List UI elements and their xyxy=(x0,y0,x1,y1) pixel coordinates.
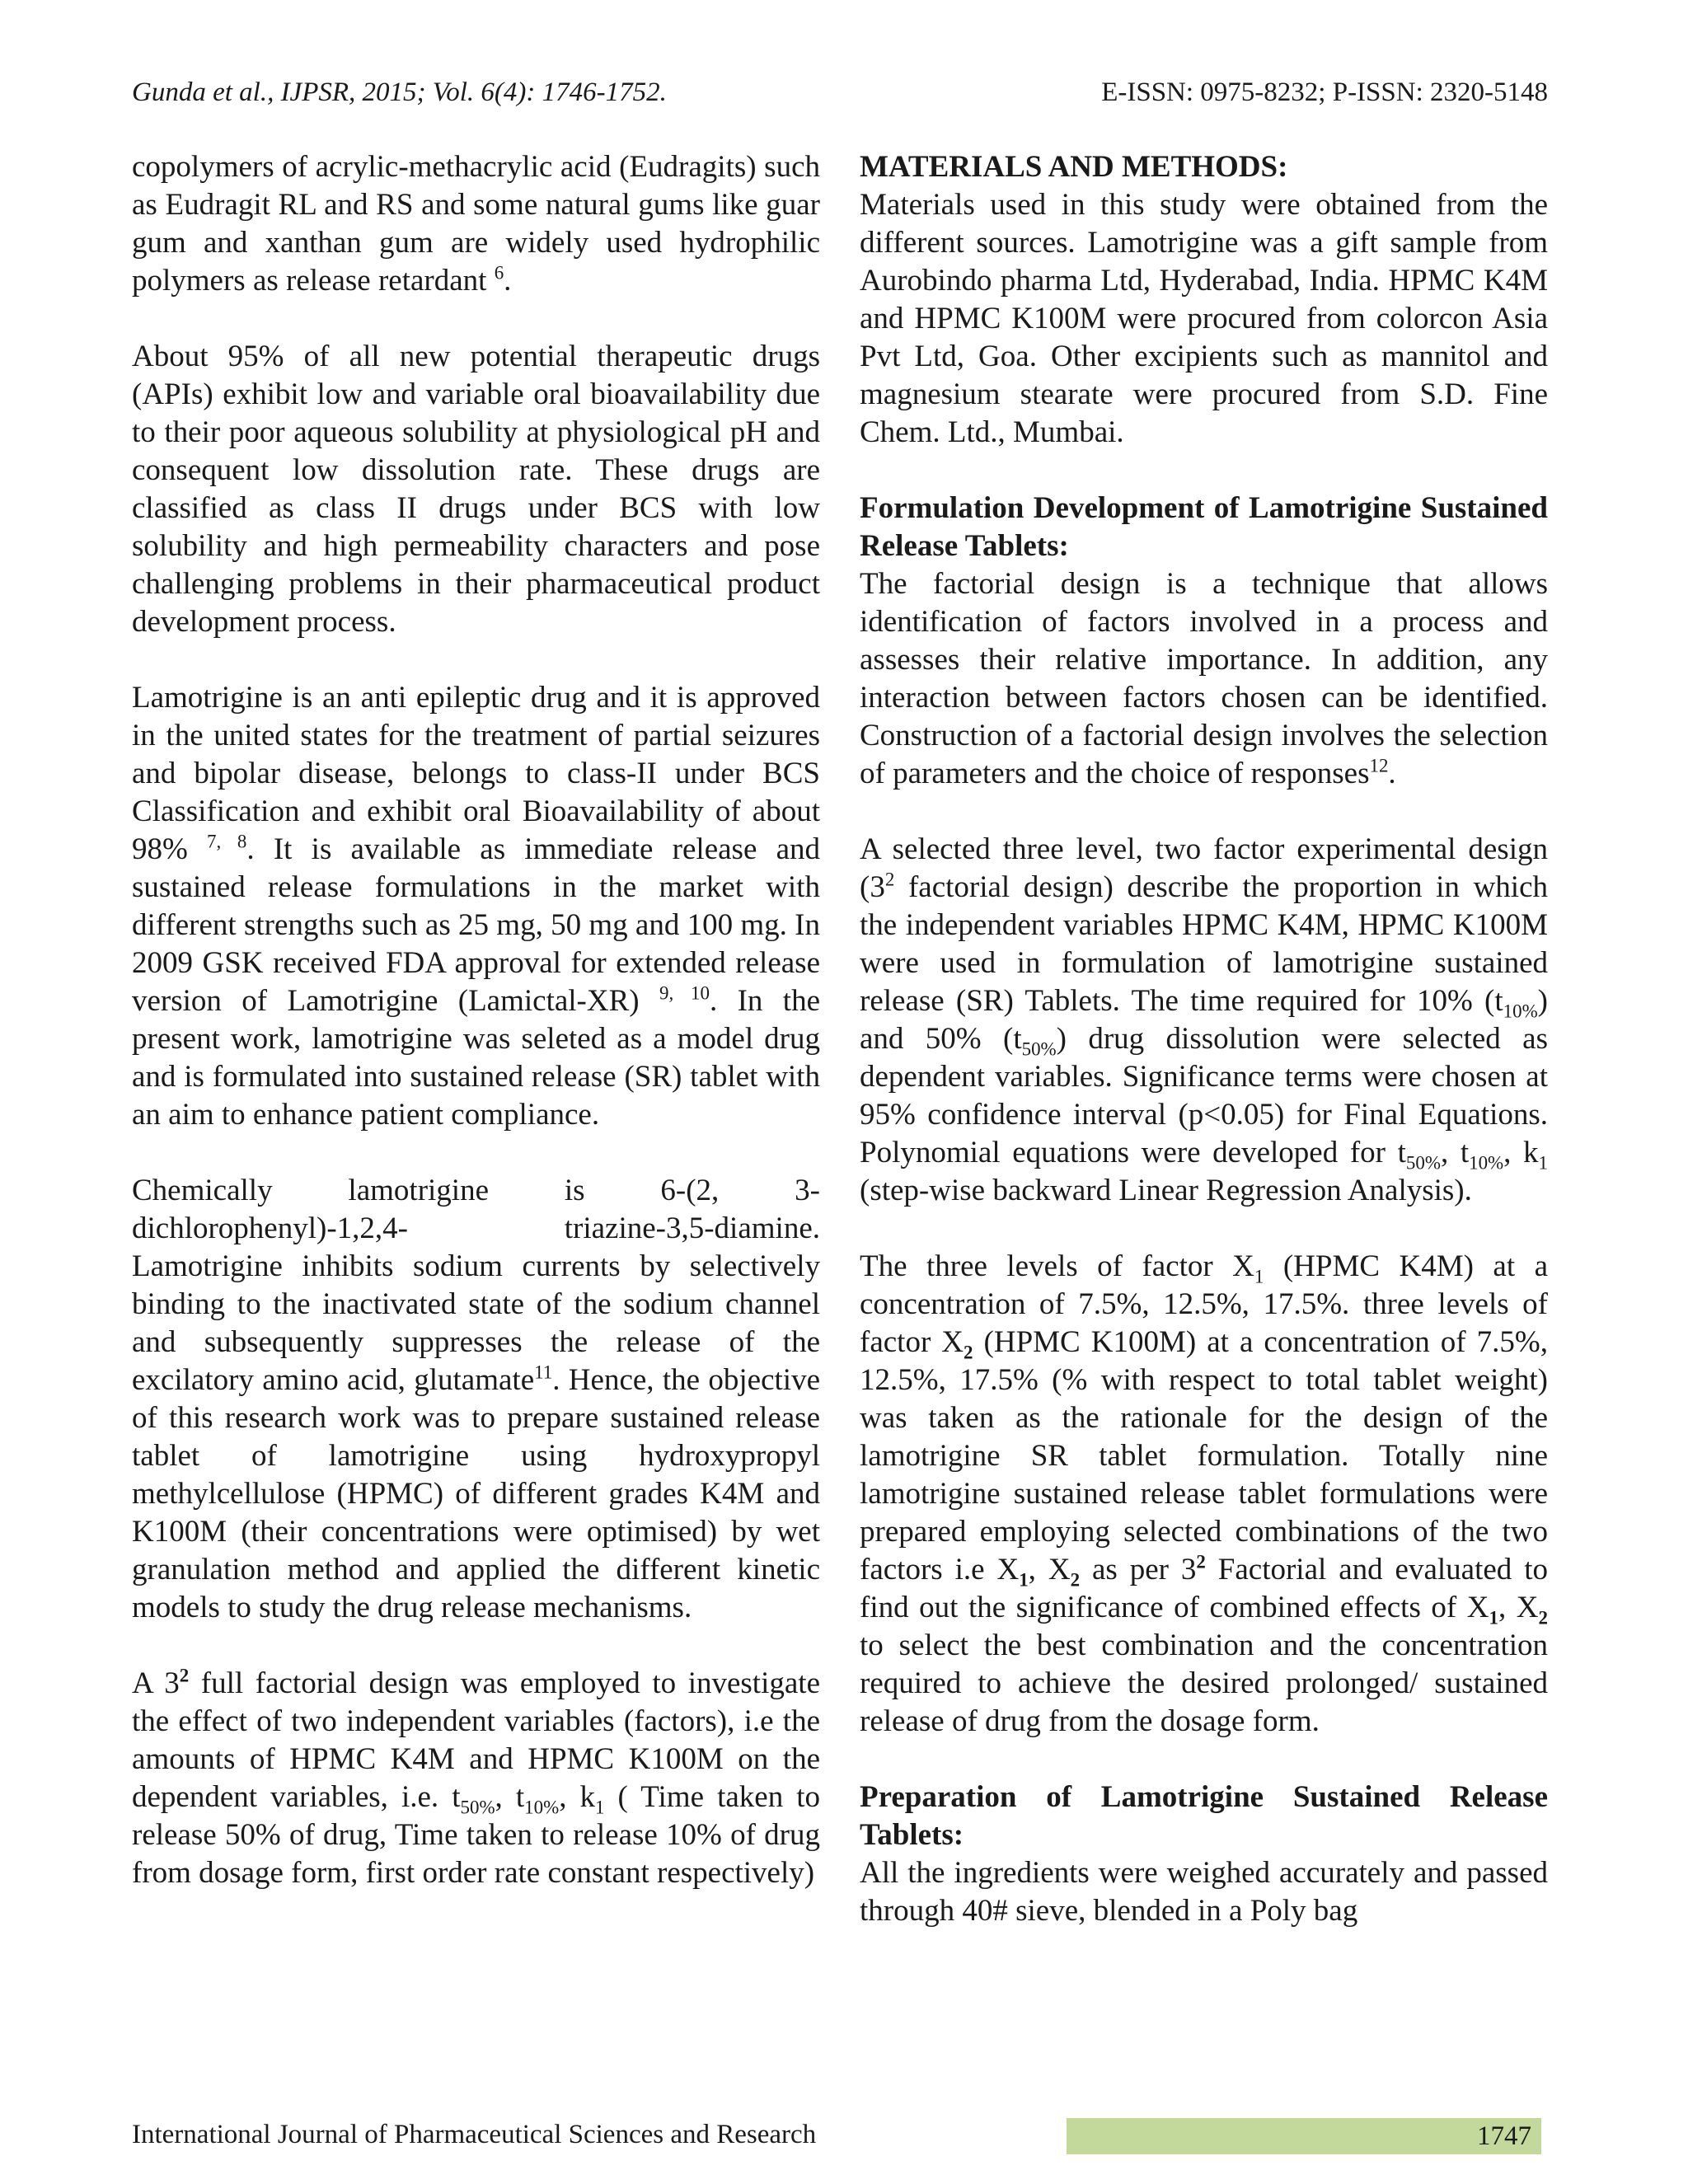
page-number: 1747 xyxy=(1477,2121,1531,2151)
citation-ref: 9, 10 xyxy=(659,982,710,1004)
paragraph-bioavailability: About 95% of all new potential therapeutic drugs (APIs) exhibit low and variable oral bioavailability due to their poor aqueous solubility at physiological pH and consequent low dissolution rate. These drugs are classified as class II drugs under BCS with low solubility and high permeability characters and pose challenging problems in their pharmaceutical product development process. xyxy=(132,340,820,639)
superscript: 2 xyxy=(1196,1551,1206,1572)
subscript: 1 xyxy=(1489,1607,1498,1629)
subscript: 10% xyxy=(524,1797,560,1818)
subscript: 10% xyxy=(1469,1152,1504,1174)
section-heading-materials: MATERIALS AND METHODS: xyxy=(860,150,1288,184)
paragraph-chemistry: Chemically lamotrigine is 6-(2, 3-dichlorophenyl)-1,2,4- triazine-3,5-diamine. Lamotrigine inhibits sodium currents by selectively binding to the inactivated state of the sodium channel and subsequently suppresses the release of the excilatory amino acid, glutamate$^{11}$. Hence, the objective of this research work was to prepare sustained release tablet of lamotrigine using hydroxypropyl methylcellulose (HPMC) of different grades K4M and K100M (their concentrations were optimised) by wet granulation method and applied the different kinetic models to study the drug release mechanisms. xyxy=(132,1174,820,1624)
left-column xyxy=(132,148,820,1892)
superscript: 2 xyxy=(884,869,895,890)
footer-page-bar xyxy=(1067,2118,1541,2154)
subscript: 10% xyxy=(1503,1001,1538,1022)
superscript: 2 xyxy=(179,1665,190,1686)
subscript: 1 xyxy=(1019,1569,1029,1591)
subscript: 2 xyxy=(1070,1569,1081,1591)
paragraph-factorial-technique: The factorial design is a technique that allows identification of factors involved in a process and assesses their relative importance. In addition, any interaction between factors chosen can be identified. Construction of a factorial design involves the selection of parameters and the choice of responses$^{12}$. xyxy=(860,567,1548,790)
subscript: 2 xyxy=(1538,1607,1548,1629)
citation-ref: 11 xyxy=(534,1361,553,1383)
footer-journal-name: International Journal of Pharmaceutical Sciences and Research xyxy=(132,2120,817,2149)
subscript: 2 xyxy=(964,1342,973,1363)
citation-ref: 7, 8 xyxy=(207,831,247,852)
subscript: 50% xyxy=(1405,1152,1441,1174)
subscript: 1 xyxy=(1538,1152,1548,1174)
paragraph-factorial-design: A $3^2$ full factorial design was employed to investigate the effect of two independent variables (factors), i.e the amounts of HPMC K4M and HPMC K100M on the dependent variables, i.e. $t_{50\%}$, $t_{10\%}$, $k_1$ ( Time taken to release 50% of drug, Time taken to release 10% of drug from dosage form, first order rate constant respectively) xyxy=(132,1665,821,1890)
subscript: 50% xyxy=(460,1797,495,1818)
section-heading-formulation: Formulation Development of Lamotrigine Sustained Release Tablets: xyxy=(860,491,1548,563)
right-column xyxy=(860,148,1548,1930)
subscript: 1 xyxy=(1254,1266,1264,1287)
citation-ref: 6 xyxy=(494,262,504,284)
citation-ref: 12 xyxy=(1369,755,1389,776)
paragraph-experimental-design: A selected three level, two factor experimental design ($3^2$ factorial design) describe the proportion in which the independent variables HPMC K4M, HPMC K100M were used in formulation of lamotrigine sustained release (SR) Tablets. The time required for 10% $(t_{10\%})$ and 50% $(t_{50\%})$ drug dissolution were selected as dependent variables. Significance terms were chosen at 95% confidence interval (p<0.05) for Final Equations. Polynomial equations were developed for $t_{50\%}$, $t_{10\%}$, $k_1$ (step-wise backward Linear Regression Analysis). xyxy=(860,832,1548,1207)
subscript: 1 xyxy=(595,1797,605,1818)
running-header-citation: Gunda et al., IJPSR, 2015; Vol. 6(4): 1746-1752. xyxy=(132,77,667,107)
subscript: 50% xyxy=(1021,1038,1057,1060)
section-heading-preparation: Preparation of Lamotrigine Sustained Release Tablets: xyxy=(860,1780,1548,1852)
running-header-issn: E-ISSN: 0975-8232; P-ISSN: 2320-5148 xyxy=(1101,77,1548,107)
paragraph-materials: Materials used in this study were obtained from the different sources. Lamotrigine was a gift sample from Aurobindo pharma Ltd, Hyderabad, India. HPMC K4M and HPMC K100M were procured from colorcon Asia Pvt Ltd, Goa. Other excipients such as mannitol and magnesium stearate were procured from S.D. Fine Chem. Ltd., Mumbai. xyxy=(860,188,1548,449)
paragraph-polymers: copolymers of acrylic-methacrylic acid (Eudragits) such as Eudragit RL and RS and some natural gums like guar gum and xanthan gum are widely used hydrophilic polymers as release retardant $^6$. xyxy=(132,150,820,298)
paragraph-lamotrigine-intro: Lamotrigine is an anti epileptic drug and it is approved in the united states for the treatment of partial seizures and bipolar disease, belongs to class-II under BCS Classification and exhibit oral Bioavailability of about 98% $^{7, 8}$. It is available as immediate release and sustained release formulations in the market with different strengths such as 25 mg, 50 mg and 100 mg. In 2009 GSK received FDA approval for extended release version of Lamotrigine (Lamictal-XR) $^{9, 10}$. In the present work, lamotrigine was seleted as a model drug and is formulated into sustained release (SR) tablet with an aim to enhance patient compliance. xyxy=(132,681,821,1132)
paragraph-factor-levels: The three levels of factor $X_1$ (HPMC K4M) at a concentration of 7.5%, 12.5%, 17.5%. three levels of factor $X_2$ (HPMC K100M) at a concentration of 7.5%, 12.5%, 17.5% (% with respect to total tablet weight) was taken as the rationale for the design of the lamotrigine SR tablet formulation. Totally nine lamotrigine sustained release tablet formulations were prepared employing selected combinations of the two factors i.e $X_1$, $X_2$ as per $3^2$ Factorial and evaluated to find out the significance of combined effects of $X_1$, $X_2$ to select the best combination and the concentration required to achieve the desired prolonged/ sustained release of drug from the dosage form. xyxy=(860,1249,1548,1738)
paragraph-preparation: All the ingredients were weighed accurately and passed through 40# sieve, blended in a Poly bag xyxy=(860,1856,1548,1928)
